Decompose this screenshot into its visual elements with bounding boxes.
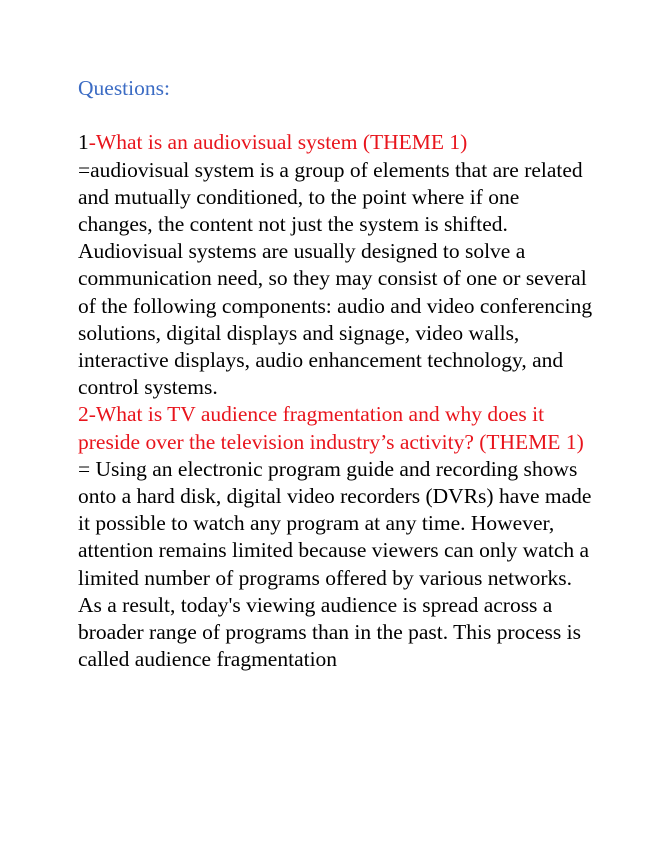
question-1-number: 1 (78, 130, 89, 155)
document-body (78, 75, 598, 673)
question-2-text: 2-What is TV audience fragmentation and why does it preside over the television industry’s activity? (THEME 1) (78, 402, 584, 454)
answer-2-paragraph-1: = Using an electronic program guide and recording shows onto a hard disk, digital video recorders (DVRs) have made it possible to watch any program at any time. However, attention remains limited because viewers can only watch a limited number of programs offered by various networks. As a result, today's viewing audience is spread across a broader range of programs than in the past. This process is called audience fragmentation (78, 456, 592, 672)
answer-1-paragraph-1: =audiovisual system is a group of elements that are related and mutually conditioned, to the point where if one changes, the content not just the system is shifted. (78, 157, 583, 236)
blank-line (78, 102, 598, 129)
question-1-text: -What is an audiovisual system (THEME 1) (88, 130, 468, 155)
section-heading: Questions: (78, 76, 170, 100)
answer-1-paragraph-2: Audiovisual systems are usually designed to solve a communication need, so they may consist of one or several of the following components: audio and video conferencing solutions, digital displays and signage, video walls, interactive displays, audio enhancement technology, and control systems. (78, 239, 593, 400)
question-2 (78, 401, 598, 455)
question-1 (78, 129, 598, 156)
